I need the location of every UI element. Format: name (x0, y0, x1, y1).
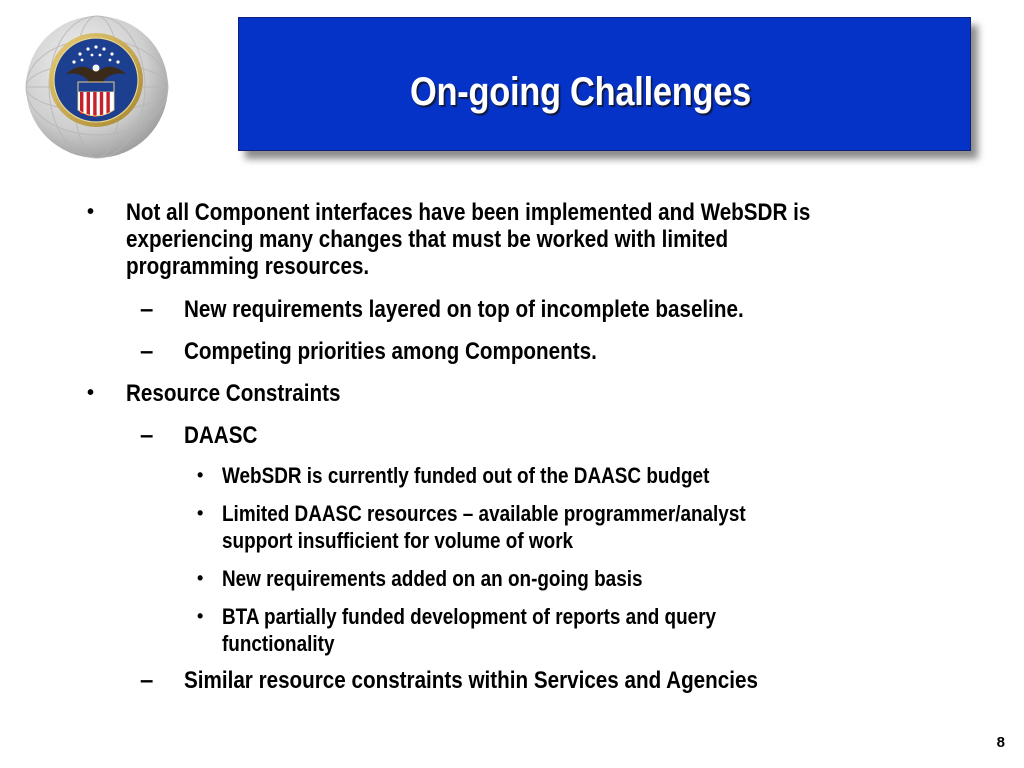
bullet-text: DAASC (184, 422, 258, 449)
bullet-text: New requirements layered on top of incomplete baseline. (184, 296, 744, 323)
dash-marker: – (140, 338, 154, 365)
bullet-text: Resource Constraints (126, 380, 341, 407)
bullet-text: Limited DAASC resources – available programmer/analyst (222, 501, 746, 526)
bullet-text: New requirements added on an on-going basis (222, 566, 643, 591)
bullet-text: experiencing many changes that must be worked with limited (126, 226, 729, 253)
bullet-text: Similar resource constraints within Services and Agencies (184, 667, 758, 694)
bullet-marker: • (87, 201, 95, 223)
slide-title: On-going Challenges (409, 70, 752, 114)
dash-marker: – (140, 422, 154, 449)
dash-marker: – (140, 667, 154, 694)
bullet-text: programming resources. (126, 253, 370, 280)
dash-marker: – (140, 296, 154, 323)
bullet-text: Competing priorities among Components. (184, 338, 597, 365)
page-number: 8 (996, 734, 1005, 751)
bullet-marker: • (197, 568, 204, 588)
bullet-text: BTA partially funded development of reports and query (222, 604, 717, 629)
bullet-marker: • (87, 382, 95, 404)
bullet-text: support insufficient for volume of work (222, 528, 574, 553)
bullet-marker: • (197, 606, 204, 626)
bullet-text: functionality (222, 631, 335, 656)
bullet-text: WebSDR is currently funded out of the DAASC budget (222, 463, 710, 488)
bullet-marker: • (197, 503, 204, 523)
bullet-text: Not all Component interfaces have been implemented and WebSDR is (126, 199, 811, 226)
bullet-marker: • (197, 465, 204, 485)
